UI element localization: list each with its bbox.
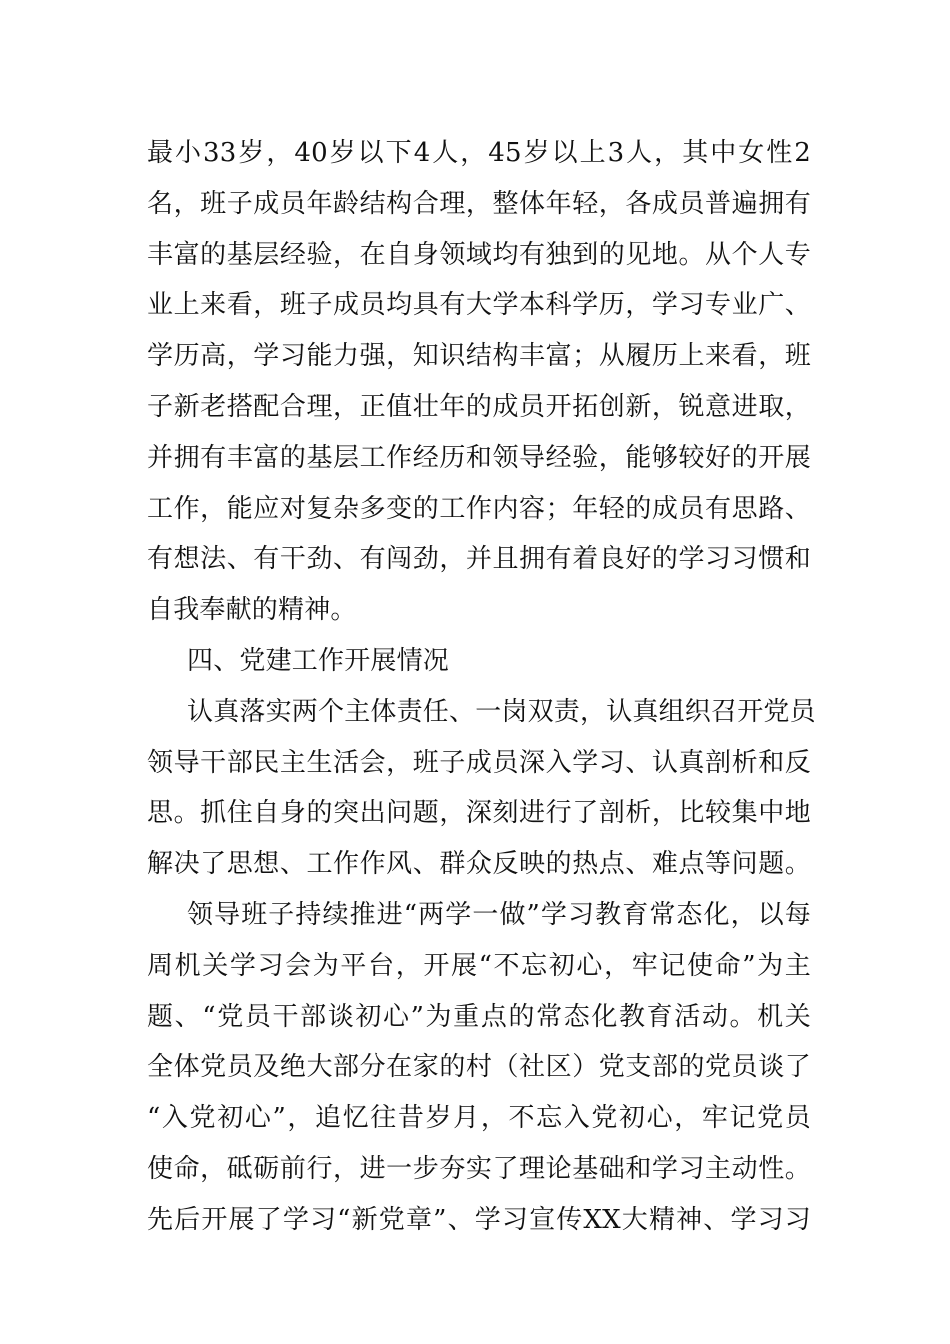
section-heading: 四、党建工作开展情况	[187, 645, 450, 676]
text-line: 全体党员及绝大部分在家的村（社区）党支部的党员谈了	[147, 1052, 811, 1083]
text-line: “入党初心”，追忆往昔岁月，不忘入党初心，牢记党员	[147, 1103, 811, 1134]
body-text	[147, 128, 816, 1246]
text-line: 周机关学习会为平台，开展“不忘初心，牢记使命”为主	[147, 950, 811, 981]
text-line: 有想法、有干劲、有闯劲，并且拥有着良好的学习习惯和	[147, 544, 811, 575]
text-line: 先后开展了学习“新党章”、学习宣传XX大精神、学习习	[147, 1204, 811, 1235]
text-line: 并拥有丰富的基层工作经历和领导经验，能够较好的开展	[147, 442, 811, 473]
text-line: 思。抓住自身的突出问题，深刻进行了剖析，比较集中地	[147, 798, 811, 829]
text-line: 使命，砥砺前行，进一步夯实了理论基础和学习主动性。	[147, 1153, 811, 1184]
text-line: 名，班子成员年龄结构合理，整体年轻，各成员普遍拥有	[147, 188, 811, 219]
text-line: 子新老搭配合理，正值壮年的成员开拓创新，锐意进取，	[147, 391, 811, 422]
text-line: 认真落实两个主体责任、一岗双责，认真组织召开党员	[187, 696, 816, 727]
text-line: 最小33岁，40岁以下4人，45岁以上3人，其中女性2	[147, 138, 811, 168]
text-line: 解决了思想、工作作风、群众反映的热点、难点等问题。	[147, 849, 811, 880]
text-line: 题、“党员干部谈初心”为重点的常态化教育活动。机关	[147, 1001, 811, 1032]
text-line: 学历高，学习能力强，知识结构丰富；从履历上来看，班	[147, 341, 811, 372]
text-line: 自我奉献的精神。	[147, 595, 357, 626]
text-line: 领导干部民主生活会，班子成员深入学习、认真剖析和反	[147, 747, 811, 778]
text-line: 业上来看，班子成员均具有大学本科学历，学习专业广、	[147, 290, 811, 321]
text-line: 工作，能应对复杂多变的工作内容；年轻的成员有思路、	[147, 493, 811, 524]
text-line: 领导班子持续推进“两学一做”学习教育常态化，以每	[187, 899, 811, 930]
text-line: 丰富的基层经验，在自身领域均有独到的见地。从个人专	[147, 239, 811, 270]
